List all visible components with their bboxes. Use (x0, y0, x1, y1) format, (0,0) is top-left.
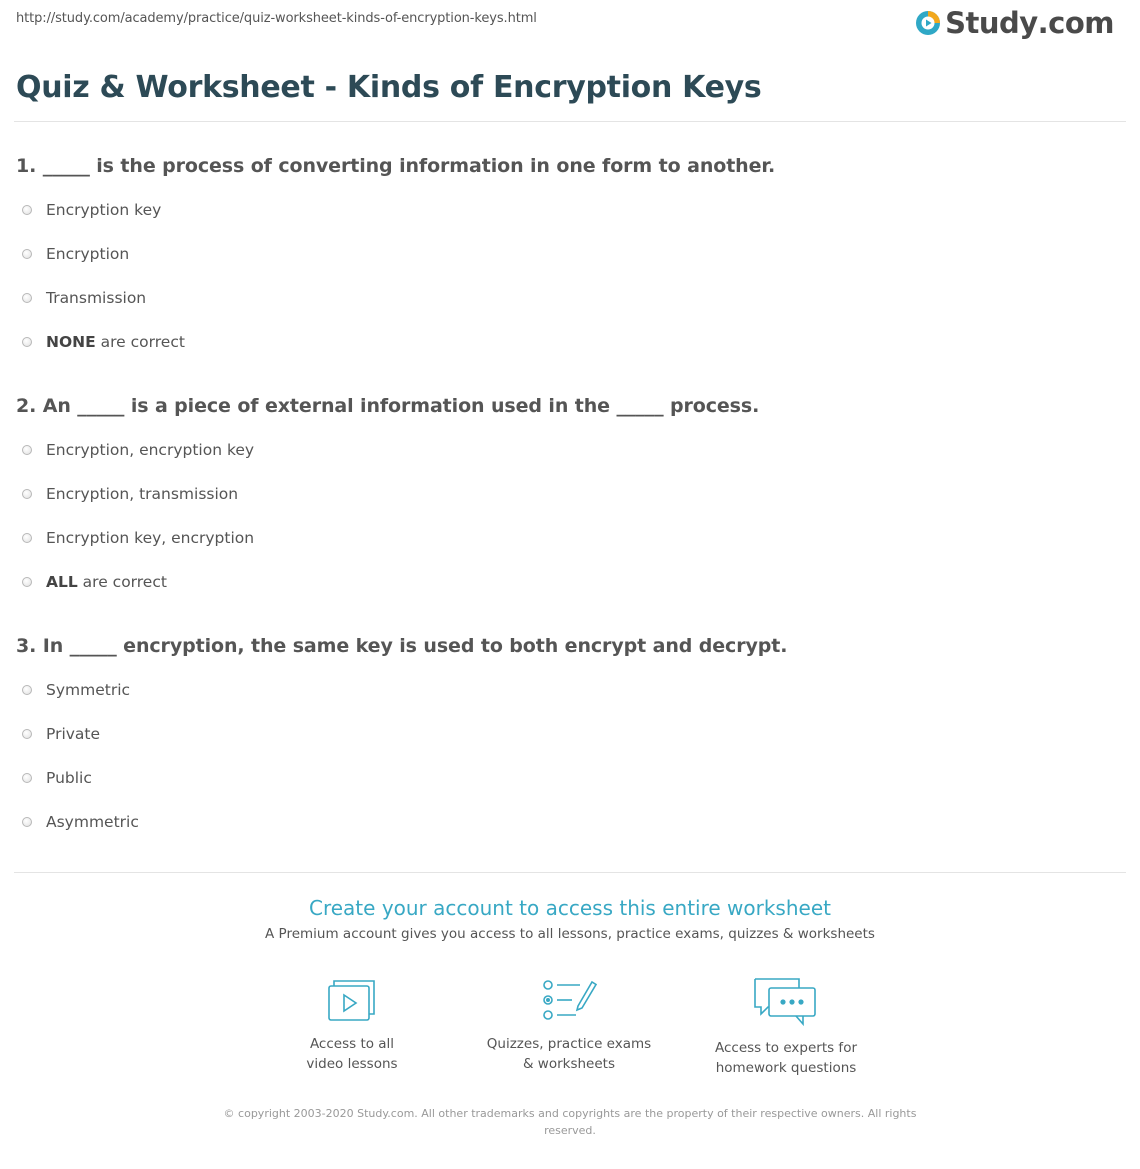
logo-wordmark: Study (945, 6, 1038, 40)
study-logo-icon (915, 10, 941, 36)
radio-button[interactable] (22, 685, 32, 695)
radio-button[interactable] (22, 817, 32, 827)
radio-button[interactable] (22, 205, 32, 215)
copyright-footer: © copyright 2003-2020 Study.com. All other trademarks and copyrights are the property of their respective owners. All rights reserved. (223, 1107, 917, 1137)
q3-option-2[interactable]: Private (22, 724, 100, 744)
radio-button[interactable] (22, 249, 32, 259)
feature-label: Access to all video lessons (306, 1036, 398, 1072)
q1-option-1[interactable]: Encryption key (22, 200, 161, 220)
q1-option-3[interactable]: Transmission (22, 288, 146, 308)
study-logo[interactable] (915, 6, 1114, 40)
q1-option-4[interactable]: NONE are correct (22, 332, 185, 352)
cta-title-link[interactable]: Create your account to access this entire worksheet (309, 896, 831, 920)
cta-divider (14, 872, 1126, 873)
question-3: 3. In _____ encryption, the same key is used to both encrypt and decrypt. (16, 635, 788, 657)
q3-option-1[interactable]: Symmetric (22, 680, 130, 700)
video-lessons-icon (325, 976, 379, 1024)
q3-option-4[interactable]: Asymmetric (22, 812, 139, 832)
page-url: http://study.com/academy/practice/quiz-worksheet-kinds-of-encryption-keys.html (16, 11, 537, 26)
radio-button[interactable] (22, 729, 32, 739)
quizzes-checklist-icon (540, 976, 598, 1024)
expert-chat-icon (753, 976, 819, 1028)
feature-label: Access to experts for homework questions (714, 1040, 857, 1076)
logo-suffix: .com (1037, 6, 1114, 40)
q3-option-3[interactable]: Public (22, 768, 92, 788)
radio-button[interactable] (22, 533, 32, 543)
title-divider (14, 121, 1126, 122)
radio-button[interactable] (22, 489, 32, 499)
radio-button[interactable] (22, 337, 32, 347)
question-2: 2. An _____ is a piece of external information used in the _____ process. (16, 395, 760, 417)
top-bar (0, 0, 1140, 44)
radio-button[interactable] (22, 773, 32, 783)
q2-option-4[interactable]: ALL are correct (22, 572, 167, 592)
feature-video-lessons (252, 976, 452, 1074)
q1-option-2[interactable]: Encryption (22, 244, 129, 264)
radio-button[interactable] (22, 445, 32, 455)
page-title: Quiz & Worksheet - Kinds of Encryption Keys (16, 70, 762, 105)
radio-button[interactable] (22, 293, 32, 303)
radio-button[interactable] (22, 577, 32, 587)
feature-label: Quizzes, practice exams & worksheets (486, 1036, 652, 1072)
q2-option-1[interactable]: Encryption, encryption key (22, 440, 254, 460)
feature-quizzes (469, 976, 669, 1074)
cta-subtitle: A Premium account gives you access to all lessons, practice exams, quizzes & worksheets (265, 926, 875, 942)
question-1: 1. _____ is the process of converting information in one form to another. (16, 155, 776, 177)
q2-option-3[interactable]: Encryption key, encryption (22, 528, 254, 548)
q2-option-2[interactable]: Encryption, transmission (22, 484, 238, 504)
feature-experts (686, 976, 886, 1078)
